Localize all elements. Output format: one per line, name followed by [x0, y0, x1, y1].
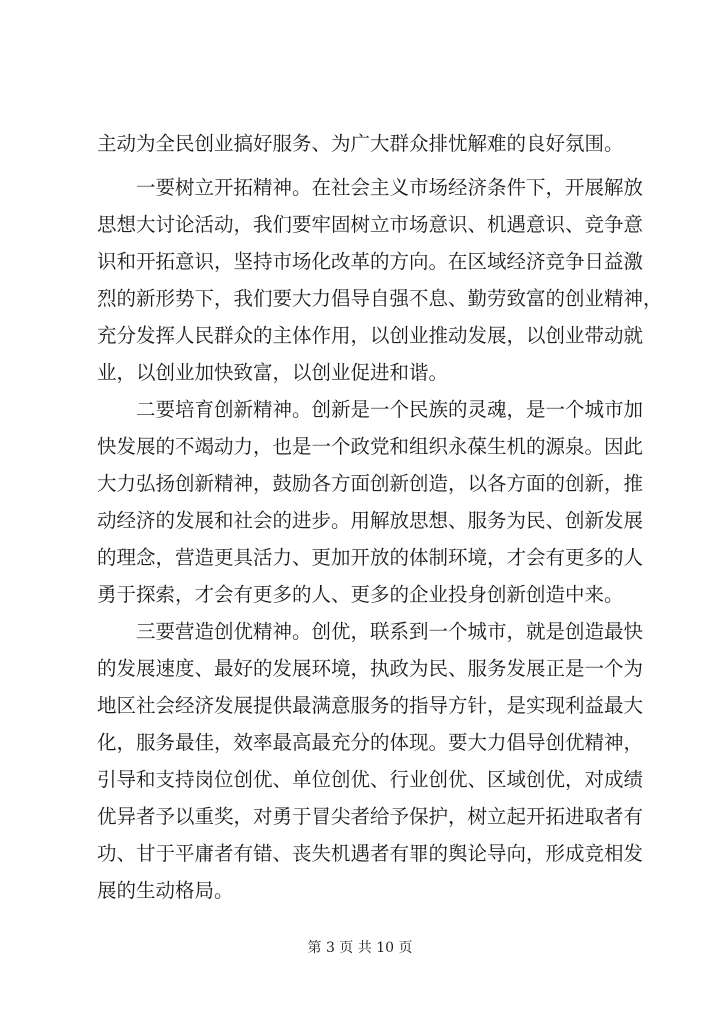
text-line: 展的生动格局。	[97, 879, 234, 902]
text-line: 地区社会经济发展提供最满意服务的指导方针，是实现利益最大	[97, 694, 644, 717]
text-line: 烈的新形势下，我们要大力倡导自强不息、勤劳致富的创业精神，	[97, 287, 663, 310]
text-line: 识和开拓意识，坚持市场化改革的方向。在区域经济竞争日益激	[97, 250, 644, 273]
paragraph-3-first-line: 三要营造创优精神。创优，联系到一个城市，就是创造最快	[136, 620, 644, 643]
text-line: 动经济的发展和社会的进步。用解放思想、服务为民、创新发展	[97, 509, 644, 532]
text-line: 快发展的不竭动力，也是一个政党和组织永葆生机的源泉。因此	[97, 435, 644, 458]
paragraph-2-first-line: 二要培育创新精神。创新是一个民族的灵魂，是一个城市加	[136, 398, 644, 421]
text-line: 功、甘于平庸者有错、丧失机遇者有罪的舆论导向，形成竞相发	[97, 842, 644, 865]
text-line: 业，以创业加快致富，以创业促进和谐。	[97, 361, 449, 384]
text-line: 的理念，营造更具活力、更加开放的体制环境，才会有更多的人	[97, 546, 644, 569]
text-line: 引导和支持岗位创优、单位创优、行业创优、区域创优，对成绩	[97, 768, 644, 791]
text-line: 化，服务最佳，效率最高最充分的体现。要大力倡导创优精神，	[97, 731, 644, 754]
text-line: 大力弘扬创新精神，鼓励各方面创新创造，以各方面的创新，推	[97, 472, 644, 495]
text-line: 主动为全民创业搞好服务、为广大群众排忧解难的良好氛围。	[97, 132, 624, 155]
text-line: 思想大讨论活动，我们要牢固树立市场意识、机遇意识、竞争意	[97, 213, 644, 236]
text-line: 优异者予以重奖，对勇于冒尖者给予保护，树立起开拓进取者有	[97, 805, 644, 828]
text-line: 的发展速度、最好的发展环境，执政为民、服务发展正是一个为	[97, 657, 644, 680]
page-number-footer: 第 3 页 共 10 页	[307, 940, 413, 956]
text-line: 勇于探索，才会有更多的人、更多的企业投身创新创造中来。	[97, 583, 624, 606]
paragraph-1-first-line: 一要树立开拓精神。在社会主义市场经济条件下，开展解放	[136, 176, 644, 199]
text-line: 充分发挥人民群众的主体作用，以创业推动发展，以创业带动就	[97, 324, 644, 347]
